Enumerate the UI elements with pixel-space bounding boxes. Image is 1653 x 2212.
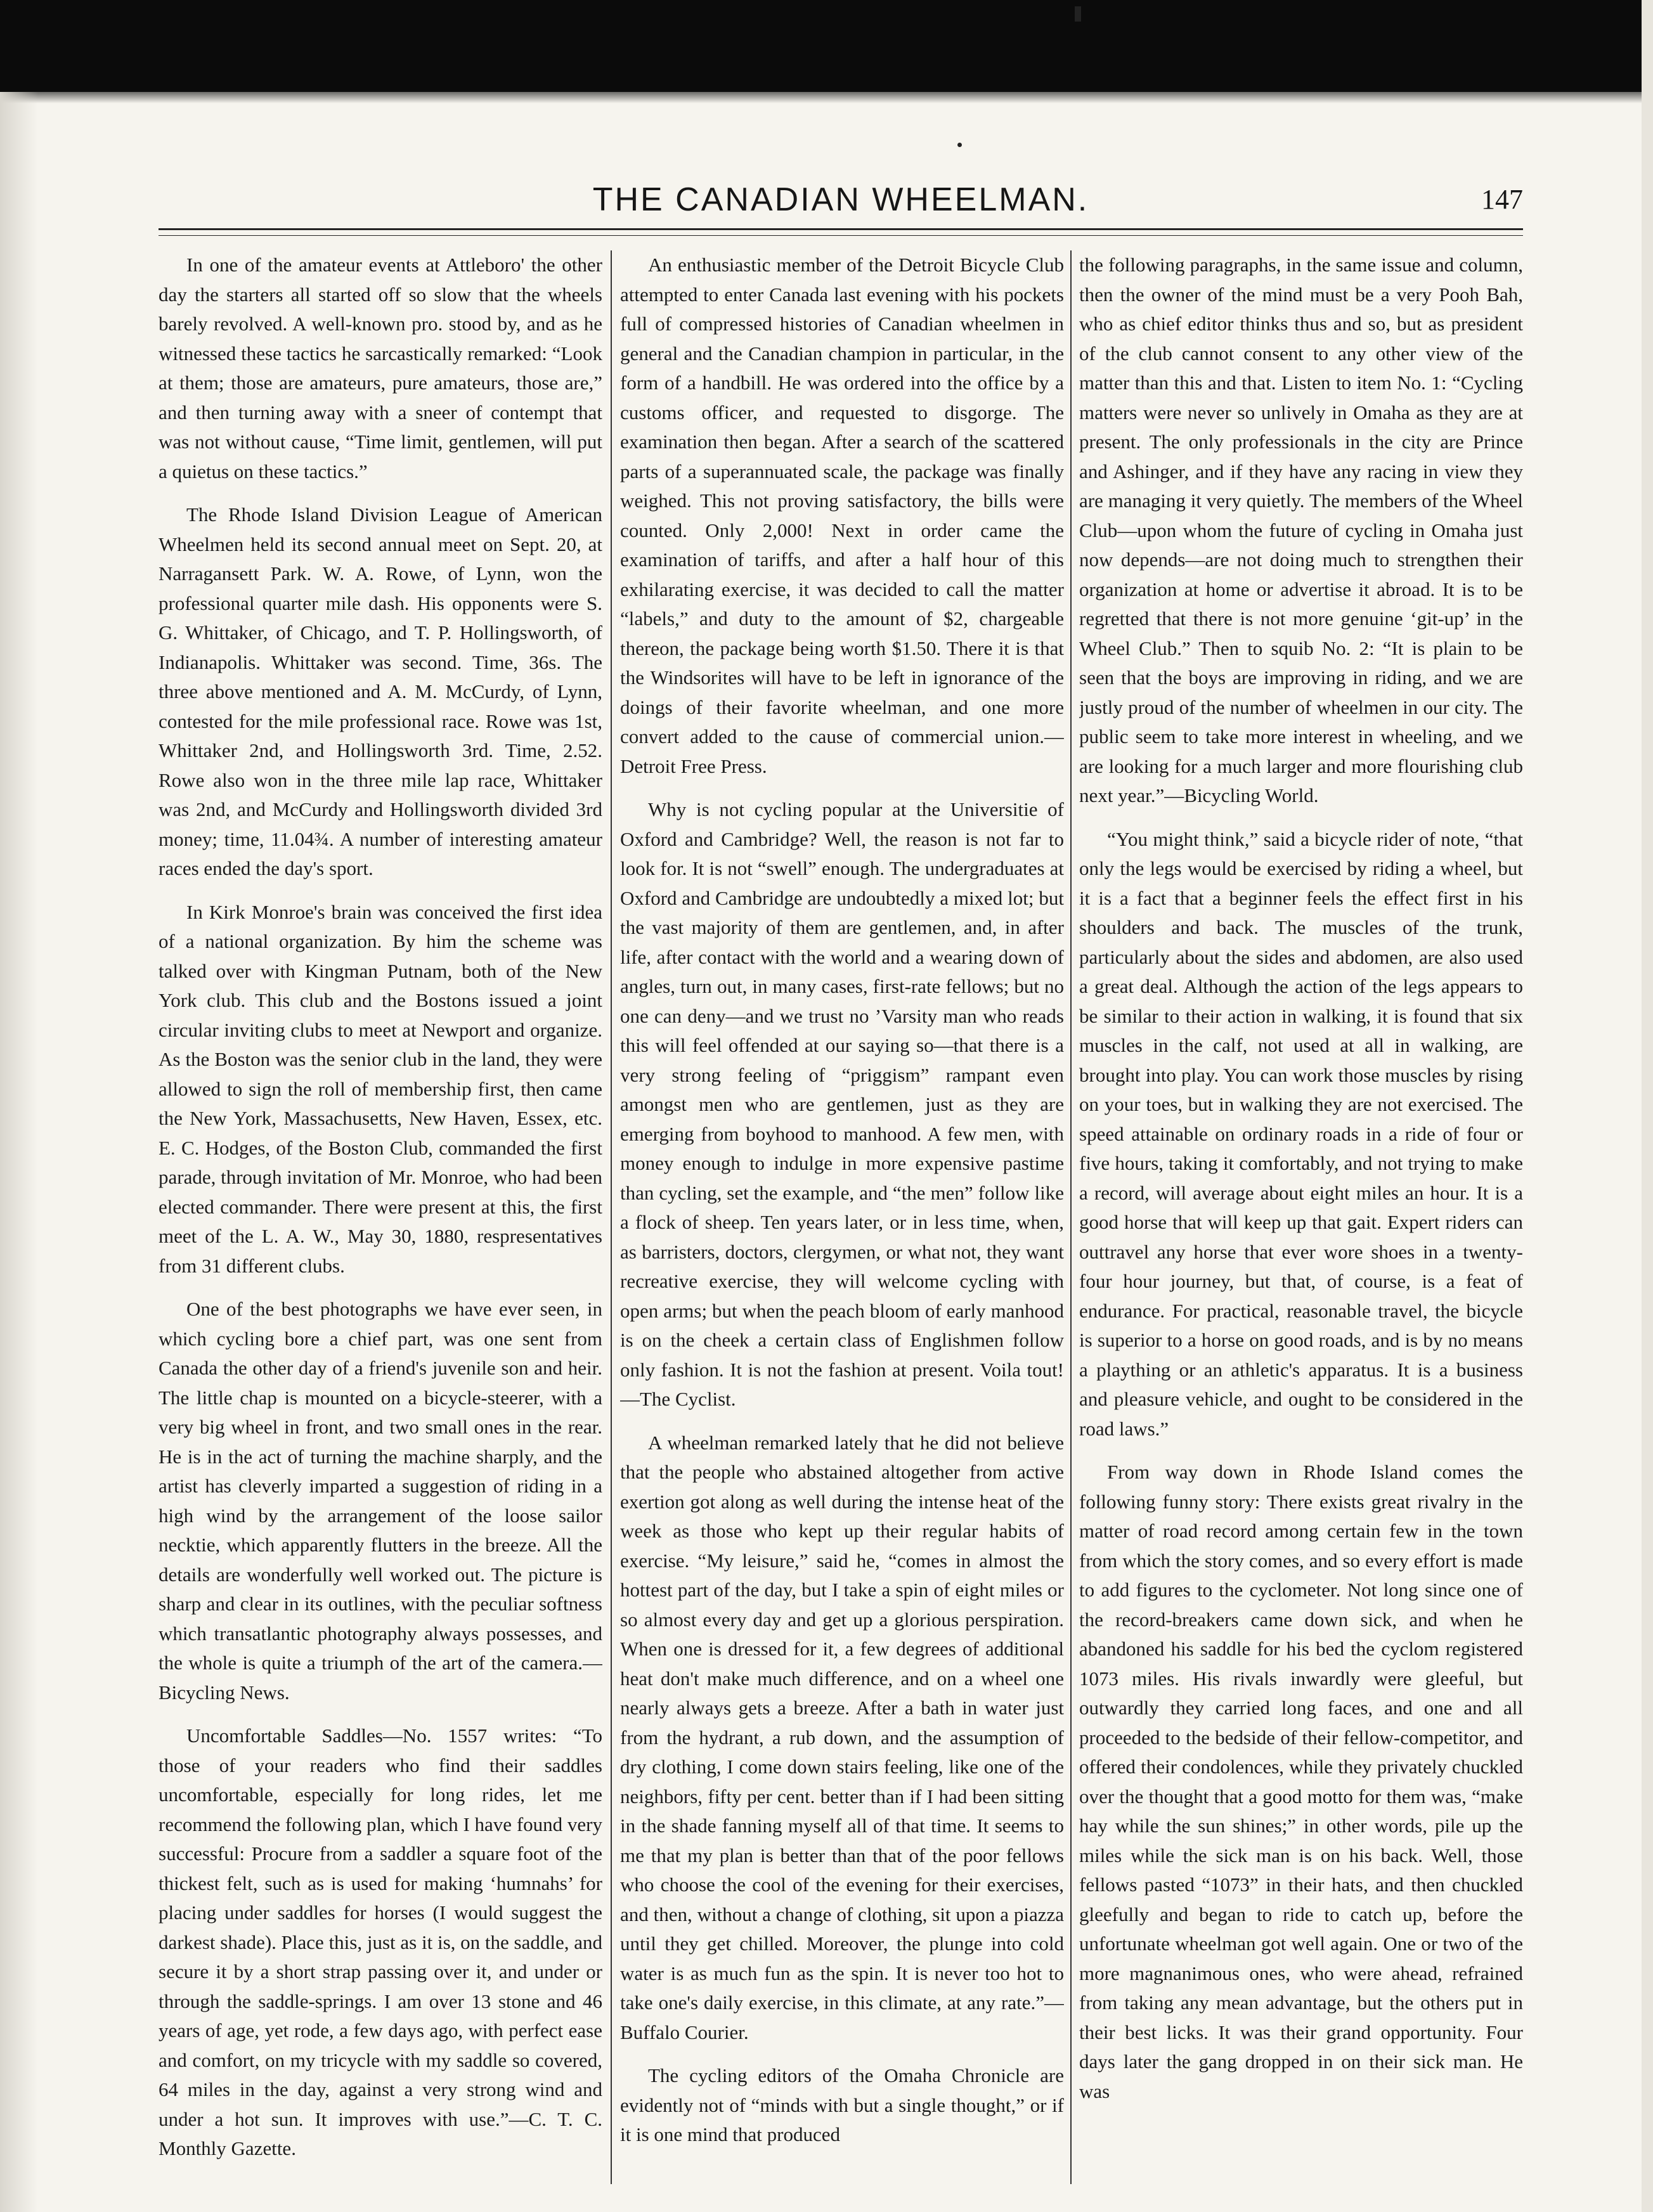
article-paragraph: A wheelman remarked lately that he did not believe that the people who abstained altogether from active exertion got along as well during the intense heat of the week as those who kept up their regular habits of exercise. “My leisure,” said he, “comes in almost the hottest part of the day, but I take a spin of eight miles or so almost every day and get up a glorious perspiration. When one is dressed for it, a few degrees of additional heat don't make much difference, and on a wheel one nearly always gets a breeze. After a bath in water just from the hydrant, a rub down, and the assumption of dry clothing, I come down stairs feeling, like one of the neighbors, fifty per cent. better than if I had been sitting in the shade fanning myself all of that time. It seems to me that my plan is better than that of the poor fellows who choose the cool of the evening for their exercises, and then, without a change of clothing, sit upon a piazza until they get chilled. Moreover, the plunge into cold water is as much fun as the spin. It is never too hot to take one's daily exercise, in this climate, at any rate.”—Buffalo Courier. — [620, 1431, 1064, 2043]
article-paragraph: Uncomfortable Saddles—No. 1557 writes: “To those of your readers who find their saddles uncomfortable, especially for long rides, let me recommend the following plan, which I have found very successful: Procure from a saddler a square foot of the thickest felt, such as is used for making ‘humnahs’ for placing under saddles for horses (I would suggest the darkest shade). Place this, just as it is, on the saddle, and secure it by a short strap passing over it, and under or through the saddle-springs. I am over 13 stone and 46 years of age, yet rode, a few days ago, with perfect ease and comfort, on my tricycle with my saddle so covered, 64 miles in the day, against a very strong wind and under a hot sun. It improves with use.”—C. T. C. Monthly Gazette. — [159, 1724, 602, 2159]
column-3 — [1079, 250, 1523, 2184]
header-rule — [159, 228, 1523, 230]
scan-speck — [1075, 6, 1081, 22]
column-2 — [620, 250, 1064, 2184]
article-paragraph: From way down in Rhode Island comes the following funny story: There exists great rivalry in the matter of road record among certain few in the town from which the story comes, and so every effort is made to add figures to the cyclometer. Not long since one of the record-breakers came down sick, and when he abandoned his saddle for his bed the cyclom registered 1073 miles. His rivals inwardly were gleeful, but outwardly they carried long faces, and one and all proceeded to the bedside of their fellow-competitor, and offered their condolences, while they privately chuckled over the thought that a good motto for them was, “make hay while the sun shines;” in other words, pile up the miles while the sick man is on his back. Well, those fellows pasted “1073” in their hats, and then chuckled gleefully and began to ride to catch up, before the unfortunate wheelman got well again. One or two of the more magnanimous ones, who were ahead, refrained from taking any mean advantage, but the others put in their best licks. It was their grand opportunity. Four days later the gang dropped in on their sick man. He was — [1079, 1461, 1523, 2102]
column-divider — [1070, 250, 1072, 2184]
article-paragraph: The cycling editors of the Omaha Chronicle are evidently not of “minds with but a single thought,” or if it is one mind that produced — [620, 2064, 1064, 2145]
article-paragraph: An enthusiastic member of the Detroit Bicycle Club attempted to enter Canada last evening with his pockets full of compressed histories of Canadian wheelmen in general and the Canadian champion in particular, in the form of a handbill. He was ordered into the office by a customs officer, and requested to disgorge. The examination then began. After a search of the scattered parts of a superannuated scale, the package was finally weighed. This not proving satisfactory, the bills were counted. Only 2,000! Next in order came the examination of tariffs, and after a half hour of this exhilarating exercise, it was decided to call the matter “labels,” and duty to the amount of $2, chargeable thereon, the package being worth $1.50. There it is that the Windsorites will have to be left in ignorance of the doings of their favorite wheelman, and one more convert added to the cause of commercial union.—Detroit Free Press. — [620, 254, 1064, 777]
article-paragraph: The Rhode Island Division League of American Wheelmen held its second annual meet on Sept. 20, at Narragansett Park. W. A. Rowe, of Lynn, won the professional quarter mile dash. His opponents were S. G. Whittaker, of Chicago, and T. P. Hollingsworth, of Indianapolis. Whittaker was second. Time, 36s. The three above mentioned and A. M. McCurdy, of Lynn, contested for the mile professional race. Rowe was 1st, Whittaker 2nd, and Hollingsworth 3rd. Time, 2.52. Rowe also won in the three mile lap race, Whittaker was 2nd, and McCurdy and Hollingsworth divided 3rd money; time, 11.04¾. A number of interesting amateur races ended the day's sport. — [159, 503, 602, 879]
column-1 — [159, 250, 602, 2184]
scan-speck — [957, 143, 962, 147]
scan-dark-border — [0, 0, 1653, 92]
header-rule-thin — [159, 235, 1523, 236]
article-paragraph: In one of the amateur events at Attleboro' the other day the starters all started off so slow that the wheels barely revolved. A well-known pro. stood by, and as he witnessed these tactics he sarcastically remarked: “Look at them; those are amateurs, pure amateurs, those are,” and then turning away with a sneer of contempt that was not without cause, “Time limit, gentlemen, will put a quietus on these tactics.” — [159, 254, 602, 482]
scan-left-shadow — [0, 92, 38, 2212]
page-number: 147 — [1481, 184, 1523, 215]
page-header — [159, 181, 1523, 231]
column-divider — [611, 250, 612, 2184]
article-paragraph: “You might think,” said a bicycle rider of note, “that only the legs would be exercised by riding a wheel, but it is a fact that a beginner feels the effect first in his shoulders and back. The muscles of the trunk, particularly about the sides and abdomen, are also used a great deal. Although the action of the legs appears to be similar to their action in walking, it is found that six muscles in the calf, not used at all in walking, are brought into play. You can work those muscles by rising on your toes, but in walking they are not exercised. The speed attainable on ordinary roads in a ride of four or five hours, taking it comfortably, and not trying to make a record, will average about eight miles an hour. It is a good horse that will keep up that gait. Expert riders can outtravel any horse that ever wore shoes in a twenty-four hour journey, but that, of course, is a feat of endurance. For practical, reasonable travel, the bicycle is superior to a horse on good roads, and is by no means a plaything or an athletic's apparatus. It is a business and pleasure vehicle, and ought to be considered in the road laws.” — [1079, 827, 1523, 1440]
article-paragraph: Why is not cycling popular at the Universitie of Oxford and Cambridge? Well, the reason is not far to look for. It is not “swell” enough. The undergraduates at Oxford and Cambridge are undoubtedly a mixed lot; but the vast majority of them are gentlemen, and, in after life, after contact with the world and a wearing down of angles, turn out, in many cases, first-rate fellows; but no one can deny—and we trust no ’Varsity man who reads this will feel offended at our saying so—that there is a very strong feeling of “priggism” rampant even amongst men who are gentlemen, just as they are emerging from boyhood to manhood. A few men, with money enough to indulge in more expensive pastime than cycling, set the example, and “the men” follow like a flock of sheep. Ten years later, or in less time, when, as barristers, doctors, clergymen, or what not, they want recreative exercise, they will welcome cycling with open arms; but when the peach bloom of early manhood is on the cheek a certain class of Englishmen follow only fashion. It is not the fashion at present. Voila tout!—The Cyclist. — [620, 798, 1064, 1410]
masthead-title: THE CANADIAN WHEELMAN. — [592, 181, 1089, 218]
article-paragraph: In Kirk Monroe's brain was conceived the first idea of a national organization. By him the scheme was talked over with Kingman Putnam, both of the New York club. This club and the Bostons issued a joint circular inviting clubs to meet at Newport and organize. As the Boston was the senior club in the land, they were allowed to sign the roll of membership first, then came the New York, Massachusetts, New Haven, Essex, etc. E. C. Hodges, of the Boston Club, commanded the first parade, through invitation of Mr. Monroe, who had been elected commander. There were present at this, the first meet of the L. A. W., May 30, 1880, respresentatives from 31 different clubs. — [159, 900, 602, 1277]
article-paragraph: the following paragraphs, in the same issue and column, then the owner of the mind must be a very Pooh Bah, who as chief editor thinks thus and so, but as president of the club cannot consent to any other view of the matter than this and that. Listen to item No. 1: “Cycling matters were never so unlively in Omaha as they are at present. The only professionals in the city are Prince and Ashinger, and if they have any racing in view they are managing it very quietly. The members of the Wheel Club—upon whom the future of cycling in Omaha just now depends—are not doing much to strengthen their organization at home or advertise it abroad. It is to be regretted that there is not more genuine ‘git-up’ in the Wheel Club.” Then to squib No. 2: “It is plain to be seen that the boys are improving in riding, and we are justly proud of the number of wheelmen in our city. The public seem to take more interest in wheeling, and we are looking for a much larger and more flourishing club next year.”—Bicycling World. — [1079, 254, 1523, 806]
article-paragraph: One of the best photographs we have ever seen, in which cycling bore a chief part, was one sent from Canada the other day of a friend's juvenile son and heir. The little chap is mounted on a bicycle-steerer, with a very big wheel in front, and two small ones in the rear. He is in the act of turning the machine sharply, and the artist has cleverly imparted a suggestion of riding in a high wind by the arrangement of the loose sailor necktie, which apparently flutters in the breeze. All the details are wonderfully well worked out. The picture is sharp and clear in its outlines, with the peculiar softness which transatlantic photography always possesses, and the whole is quite a triumph of the art of the camera.—Bicycling News. — [159, 1298, 602, 1704]
scan-right-edge — [1642, 0, 1653, 2212]
